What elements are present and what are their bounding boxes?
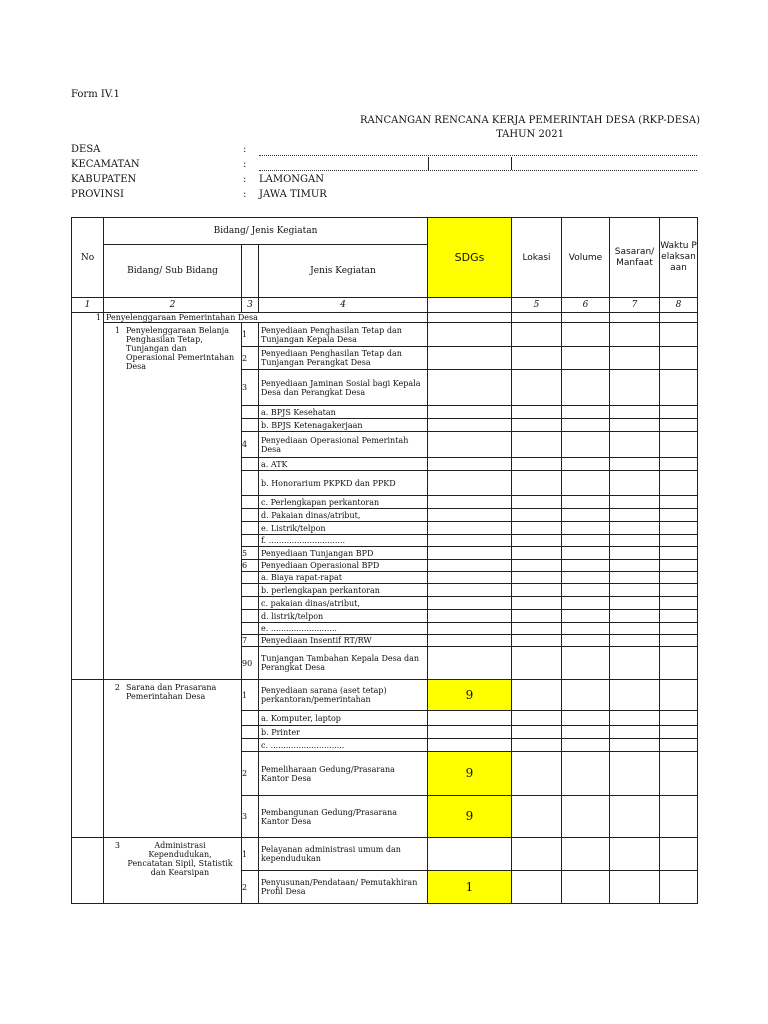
row-empty-cell bbox=[610, 522, 660, 535]
row-sdg bbox=[428, 726, 512, 739]
row-empty-cell bbox=[512, 726, 562, 739]
row-empty-cell bbox=[660, 535, 698, 547]
row-empty-cell bbox=[660, 871, 698, 904]
row-sdg bbox=[428, 522, 512, 535]
row-sdg bbox=[428, 623, 512, 635]
row-no bbox=[242, 471, 259, 496]
row-no: 7 bbox=[242, 635, 259, 647]
col-lokasi: Lokasi bbox=[512, 218, 562, 298]
sub-bidang bbox=[104, 680, 242, 838]
row-kegiatan: Penyediaan Insentif RT/RW bbox=[259, 635, 428, 647]
row-empty-cell bbox=[660, 347, 698, 370]
row-empty-cell bbox=[660, 471, 698, 496]
row-empty-cell bbox=[512, 419, 562, 432]
row-sdg bbox=[428, 635, 512, 647]
row-sdg bbox=[428, 584, 512, 597]
row-no bbox=[242, 509, 259, 522]
row-empty-cell bbox=[562, 471, 610, 496]
row-empty-cell bbox=[660, 432, 698, 458]
row-empty-cell bbox=[512, 509, 562, 522]
row-empty-cell bbox=[562, 711, 610, 726]
sub-bidang-no-gutter bbox=[72, 838, 104, 904]
row-no bbox=[242, 610, 259, 623]
row-sdg bbox=[428, 471, 512, 496]
row-empty-cell bbox=[512, 610, 562, 623]
row-no: 1 bbox=[242, 838, 259, 871]
sub-bidang-label: Sarana dan Prasarana Pemerintahan Desa bbox=[126, 683, 217, 701]
row-no bbox=[242, 458, 259, 471]
row-sdg bbox=[428, 547, 512, 560]
sub-bidang-no: 3 bbox=[114, 841, 120, 850]
sub-bidang bbox=[104, 323, 242, 680]
row-sdg bbox=[428, 610, 512, 623]
row-empty-cell bbox=[610, 726, 660, 739]
sub-bidang-label: Administrasi Kependudukan, Pencatatan Sipil, Statistik dan Kearsipan bbox=[127, 841, 233, 877]
index-cell: 7 bbox=[610, 298, 660, 313]
row-empty-cell bbox=[562, 535, 610, 547]
sub-bidang-no-gutter bbox=[72, 323, 104, 680]
row-no bbox=[242, 584, 259, 597]
bidang-label: Penyelenggaraan Pemerintahan Desa bbox=[104, 313, 428, 323]
divider-mark bbox=[428, 157, 429, 170]
row-empty-cell bbox=[660, 406, 698, 419]
row-empty-cell bbox=[562, 347, 610, 370]
table-row bbox=[72, 323, 698, 347]
document-title bbox=[300, 114, 760, 142]
row-empty-cell bbox=[660, 739, 698, 752]
col-bidang-sub: Bidang/ Sub Bidang bbox=[104, 245, 242, 298]
row-sdg bbox=[428, 535, 512, 547]
row-empty-cell bbox=[512, 522, 562, 535]
row-sdg: 9 bbox=[428, 680, 512, 711]
row-empty-cell bbox=[562, 496, 610, 509]
row-kegiatan: b. Honorarium PKPKD dan PPKD bbox=[259, 471, 428, 496]
index-cell: 3 bbox=[242, 298, 259, 313]
row-empty-cell bbox=[660, 752, 698, 796]
row-empty-cell bbox=[512, 370, 562, 406]
row-sdg: 9 bbox=[428, 796, 512, 838]
row-kegiatan: a. Komputer, laptop bbox=[259, 711, 428, 726]
row-kegiatan: Penyusunan/Pendataan/ Pemutakhiran Profil Desa bbox=[259, 871, 428, 904]
row-empty-cell bbox=[562, 560, 610, 572]
row-empty-cell bbox=[562, 406, 610, 419]
row-empty-cell bbox=[512, 406, 562, 419]
row-empty-cell bbox=[562, 509, 610, 522]
colon-kecamatan: : bbox=[243, 159, 247, 170]
row-sdg bbox=[428, 560, 512, 572]
row-empty-cell bbox=[512, 711, 562, 726]
row-empty-cell bbox=[610, 597, 660, 610]
row-no: 90 bbox=[242, 647, 259, 680]
sub-bidang-no: 1 bbox=[114, 326, 120, 335]
row-empty-cell bbox=[610, 796, 660, 838]
row-kegiatan: Tunjangan Tambahan Kepala Desa dan Perangkat Desa bbox=[259, 647, 428, 680]
row-empty-cell bbox=[512, 796, 562, 838]
row-empty-cell bbox=[512, 635, 562, 647]
row-no bbox=[242, 711, 259, 726]
row-empty-cell bbox=[512, 680, 562, 711]
row-empty-cell bbox=[660, 547, 698, 560]
row-kegiatan: c. ............................. bbox=[259, 739, 428, 752]
row-no: 1 bbox=[242, 323, 259, 347]
row-empty-cell bbox=[562, 838, 610, 871]
label-kabupaten: KABUPATEN bbox=[71, 174, 137, 185]
bidang-no: 1 bbox=[72, 313, 104, 323]
col-jenis-kegiatan: Jenis Kegiatan bbox=[259, 245, 428, 298]
title-line-1: RANCANGAN RENCANA KERJA PEMERINTAH DESA (RKP-DESA) bbox=[360, 115, 700, 126]
col-sdgs: SDGs bbox=[428, 218, 512, 298]
row-no: 5 bbox=[242, 547, 259, 560]
row-empty-cell bbox=[562, 871, 610, 904]
row-empty-cell bbox=[660, 572, 698, 584]
row-sdg: 9 bbox=[428, 752, 512, 796]
value-provinsi: JAWA TIMUR bbox=[259, 189, 327, 200]
colon-desa: : bbox=[243, 144, 247, 155]
index-cell: 8 bbox=[660, 298, 698, 313]
row-kegiatan: Penyediaan Jaminan Sosial bagi Kepala Desa dan Perangkat Desa bbox=[259, 370, 428, 406]
row-empty-cell bbox=[512, 597, 562, 610]
row-no bbox=[242, 496, 259, 509]
row-empty-cell bbox=[660, 623, 698, 635]
row-no bbox=[242, 572, 259, 584]
row-empty-cell bbox=[610, 323, 660, 347]
row-empty-cell bbox=[610, 471, 660, 496]
row-empty-cell bbox=[660, 370, 698, 406]
row-empty-cell bbox=[610, 509, 660, 522]
row-kegiatan: Penyediaan sarana (aset tetap) perkantoran/pemerintahan bbox=[259, 680, 428, 711]
row-no: 6 bbox=[242, 560, 259, 572]
row-kegiatan: f. .............................. bbox=[259, 535, 428, 547]
col-volume: Volume bbox=[562, 218, 610, 298]
row-no bbox=[242, 535, 259, 547]
row-empty-cell bbox=[660, 522, 698, 535]
row-empty-cell bbox=[610, 496, 660, 509]
row-empty-cell bbox=[610, 547, 660, 560]
row-empty-cell bbox=[610, 560, 660, 572]
row-empty-cell bbox=[512, 647, 562, 680]
row-sdg bbox=[428, 323, 512, 347]
row-empty-cell bbox=[610, 370, 660, 406]
row-empty-cell bbox=[562, 752, 610, 796]
row-empty-cell bbox=[562, 432, 610, 458]
row-sdg bbox=[428, 572, 512, 584]
row-empty-cell bbox=[562, 370, 610, 406]
field-kecamatan bbox=[259, 169, 697, 171]
row-kegiatan: Penyediaan Penghasilan Tetap dan Tunjangan Perangkat Desa bbox=[259, 347, 428, 370]
row-empty-cell bbox=[660, 635, 698, 647]
row-sdg bbox=[428, 370, 512, 406]
row-empty-cell bbox=[660, 419, 698, 432]
row-empty-cell bbox=[610, 647, 660, 680]
row-sdg bbox=[428, 496, 512, 509]
row-kegiatan: Penyediaan Operasional Pemerintah Desa bbox=[259, 432, 428, 458]
row-empty-cell bbox=[562, 647, 610, 680]
row-empty-cell bbox=[660, 647, 698, 680]
row-kegiatan: a. BPJS Kesehatan bbox=[259, 406, 428, 419]
row-empty-cell bbox=[660, 726, 698, 739]
row-empty-cell bbox=[660, 610, 698, 623]
row-no bbox=[242, 419, 259, 432]
row-empty-cell bbox=[610, 623, 660, 635]
row-empty-cell bbox=[660, 796, 698, 838]
row-kegiatan: Pembangunan Gedung/Prasarana Kantor Desa bbox=[259, 796, 428, 838]
sub-bidang-label: Penyelenggaraan Belanja Penghasilan Tetap, Tunjangan dan Operasional Pemerintahan Desa bbox=[126, 326, 235, 371]
row-empty-cell bbox=[562, 547, 610, 560]
row-empty-cell bbox=[660, 496, 698, 509]
table-row bbox=[72, 838, 698, 871]
row-no: 2 bbox=[242, 347, 259, 370]
row-empty-cell bbox=[610, 610, 660, 623]
row-no bbox=[242, 406, 259, 419]
row-sdg bbox=[428, 509, 512, 522]
row-empty-cell bbox=[562, 635, 610, 647]
row-empty-cell bbox=[610, 406, 660, 419]
form-label: Form IV.1 bbox=[71, 89, 120, 100]
row-kegiatan: b. perlengkapan perkantoran bbox=[259, 584, 428, 597]
row-empty-cell bbox=[610, 739, 660, 752]
row-empty-cell bbox=[562, 623, 610, 635]
row-empty-cell bbox=[660, 323, 698, 347]
row-empty-cell bbox=[562, 739, 610, 752]
row-empty-cell bbox=[512, 752, 562, 796]
row-sdg bbox=[428, 647, 512, 680]
row-empty-cell bbox=[562, 796, 610, 838]
row-no: 3 bbox=[242, 370, 259, 406]
row-empty-cell bbox=[562, 597, 610, 610]
row-kegiatan: b. Printer bbox=[259, 726, 428, 739]
row-empty-cell bbox=[562, 458, 610, 471]
label-provinsi: PROVINSI bbox=[71, 189, 125, 200]
row-kegiatan: a. ATK bbox=[259, 458, 428, 471]
label-kecamatan: KECAMATAN bbox=[71, 159, 140, 170]
row-empty-cell bbox=[512, 432, 562, 458]
row-empty-cell bbox=[660, 458, 698, 471]
col-no: No bbox=[72, 218, 104, 298]
row-sdg bbox=[428, 406, 512, 419]
row-empty-cell bbox=[610, 347, 660, 370]
row-empty-cell bbox=[512, 347, 562, 370]
row-no bbox=[242, 726, 259, 739]
row-empty-cell bbox=[610, 680, 660, 711]
row-empty-cell bbox=[610, 838, 660, 871]
row-no: 2 bbox=[242, 871, 259, 904]
row-empty-cell bbox=[562, 726, 610, 739]
row-kegiatan: e. Listrik/telpon bbox=[259, 522, 428, 535]
index-cell bbox=[428, 298, 512, 313]
index-cell: 5 bbox=[512, 298, 562, 313]
row-no bbox=[242, 623, 259, 635]
row-empty-cell bbox=[512, 458, 562, 471]
row-empty-cell bbox=[660, 584, 698, 597]
row-empty-cell bbox=[660, 597, 698, 610]
row-empty-cell bbox=[562, 680, 610, 711]
sub-bidang bbox=[104, 838, 242, 904]
row-empty-cell bbox=[512, 838, 562, 871]
divider-mark bbox=[511, 157, 512, 170]
sub-bidang-no-gutter bbox=[72, 680, 104, 838]
row-empty-cell bbox=[512, 572, 562, 584]
index-cell: 4 bbox=[259, 298, 428, 313]
row-sdg bbox=[428, 347, 512, 370]
col-bidang-jenis: Bidang/ Jenis Kegiatan bbox=[104, 218, 428, 245]
col-waktu: Waktu Pelaksanaan bbox=[660, 218, 698, 298]
index-cell: 6 bbox=[562, 298, 610, 313]
row-empty-cell bbox=[660, 509, 698, 522]
colon-provinsi: : bbox=[243, 189, 247, 200]
row-empty-cell bbox=[610, 458, 660, 471]
index-cell: 1 bbox=[72, 298, 104, 313]
row-sdg bbox=[428, 711, 512, 726]
row-empty-cell bbox=[610, 584, 660, 597]
row-no bbox=[242, 597, 259, 610]
row-empty-cell bbox=[610, 432, 660, 458]
field-desa bbox=[259, 154, 697, 156]
row-kegiatan: d. listrik/telpon bbox=[259, 610, 428, 623]
row-empty-cell bbox=[512, 535, 562, 547]
row-sdg bbox=[428, 458, 512, 471]
row-kegiatan: b. BPJS Ketenagakerjaan bbox=[259, 419, 428, 432]
row-empty-cell bbox=[660, 711, 698, 726]
row-no: 1 bbox=[242, 680, 259, 711]
row-sdg bbox=[428, 739, 512, 752]
row-empty-cell bbox=[610, 871, 660, 904]
row-empty-cell bbox=[610, 711, 660, 726]
row-empty-cell bbox=[512, 496, 562, 509]
row-kegiatan: Pemeliharaan Gedung/Prasarana Kantor Desa bbox=[259, 752, 428, 796]
row-kegiatan: Penyediaan Tunjangan BPD bbox=[259, 547, 428, 560]
row-no bbox=[242, 739, 259, 752]
row-kegiatan: Pelayanan administrasi umum dan kependudukan bbox=[259, 838, 428, 871]
row-empty-cell bbox=[610, 752, 660, 796]
row-empty-cell bbox=[512, 871, 562, 904]
sub-bidang-no: 2 bbox=[114, 683, 120, 692]
row-sdg bbox=[428, 838, 512, 871]
row-empty-cell bbox=[610, 635, 660, 647]
row-empty-cell bbox=[562, 323, 610, 347]
row-kegiatan: e. .......................... bbox=[259, 623, 428, 635]
row-sdg bbox=[428, 419, 512, 432]
row-empty-cell bbox=[512, 739, 562, 752]
row-sdg bbox=[428, 432, 512, 458]
row-empty-cell bbox=[660, 838, 698, 871]
row-empty-cell bbox=[562, 610, 610, 623]
row-empty-cell bbox=[610, 419, 660, 432]
value-kabupaten: LAMONGAN bbox=[259, 174, 325, 185]
row-sdg bbox=[428, 597, 512, 610]
row-empty-cell bbox=[562, 419, 610, 432]
row-kegiatan: d. Pakaian dinas/atribut, bbox=[259, 509, 428, 522]
col-sasaran: Sasaran/ Manfaat bbox=[610, 218, 660, 298]
label-desa: DESA bbox=[71, 144, 101, 155]
col-sub-no bbox=[242, 245, 259, 298]
row-kegiatan: Penyediaan Penghasilan Tetap dan Tunjangan Kepala Desa bbox=[259, 323, 428, 347]
row-no: 4 bbox=[242, 432, 259, 458]
row-no: 3 bbox=[242, 796, 259, 838]
row-empty-cell bbox=[562, 522, 610, 535]
row-empty-cell bbox=[512, 584, 562, 597]
row-sdg: 1 bbox=[428, 871, 512, 904]
rkp-table bbox=[71, 217, 698, 904]
row-empty-cell bbox=[512, 323, 562, 347]
row-empty-cell bbox=[512, 560, 562, 572]
row-empty-cell bbox=[512, 623, 562, 635]
row-kegiatan: c. Perlengkapan perkantoran bbox=[259, 496, 428, 509]
row-kegiatan: c. pakaian dinas/atribut, bbox=[259, 597, 428, 610]
row-kegiatan: a. Biaya rapat-rapat bbox=[259, 572, 428, 584]
row-no: 2 bbox=[242, 752, 259, 796]
row-empty-cell bbox=[660, 680, 698, 711]
row-empty-cell bbox=[610, 572, 660, 584]
row-kegiatan: Penyediaan Operasional BPD bbox=[259, 560, 428, 572]
row-empty-cell bbox=[512, 547, 562, 560]
index-cell: 2 bbox=[104, 298, 242, 313]
row-empty-cell bbox=[610, 535, 660, 547]
title-line-2: TAHUN 2021 bbox=[496, 129, 564, 140]
row-empty-cell bbox=[660, 560, 698, 572]
table-row bbox=[72, 680, 698, 711]
row-empty-cell bbox=[562, 584, 610, 597]
row-no bbox=[242, 522, 259, 535]
row-empty-cell bbox=[562, 572, 610, 584]
colon-kabupaten: : bbox=[243, 174, 247, 185]
row-empty-cell bbox=[512, 471, 562, 496]
